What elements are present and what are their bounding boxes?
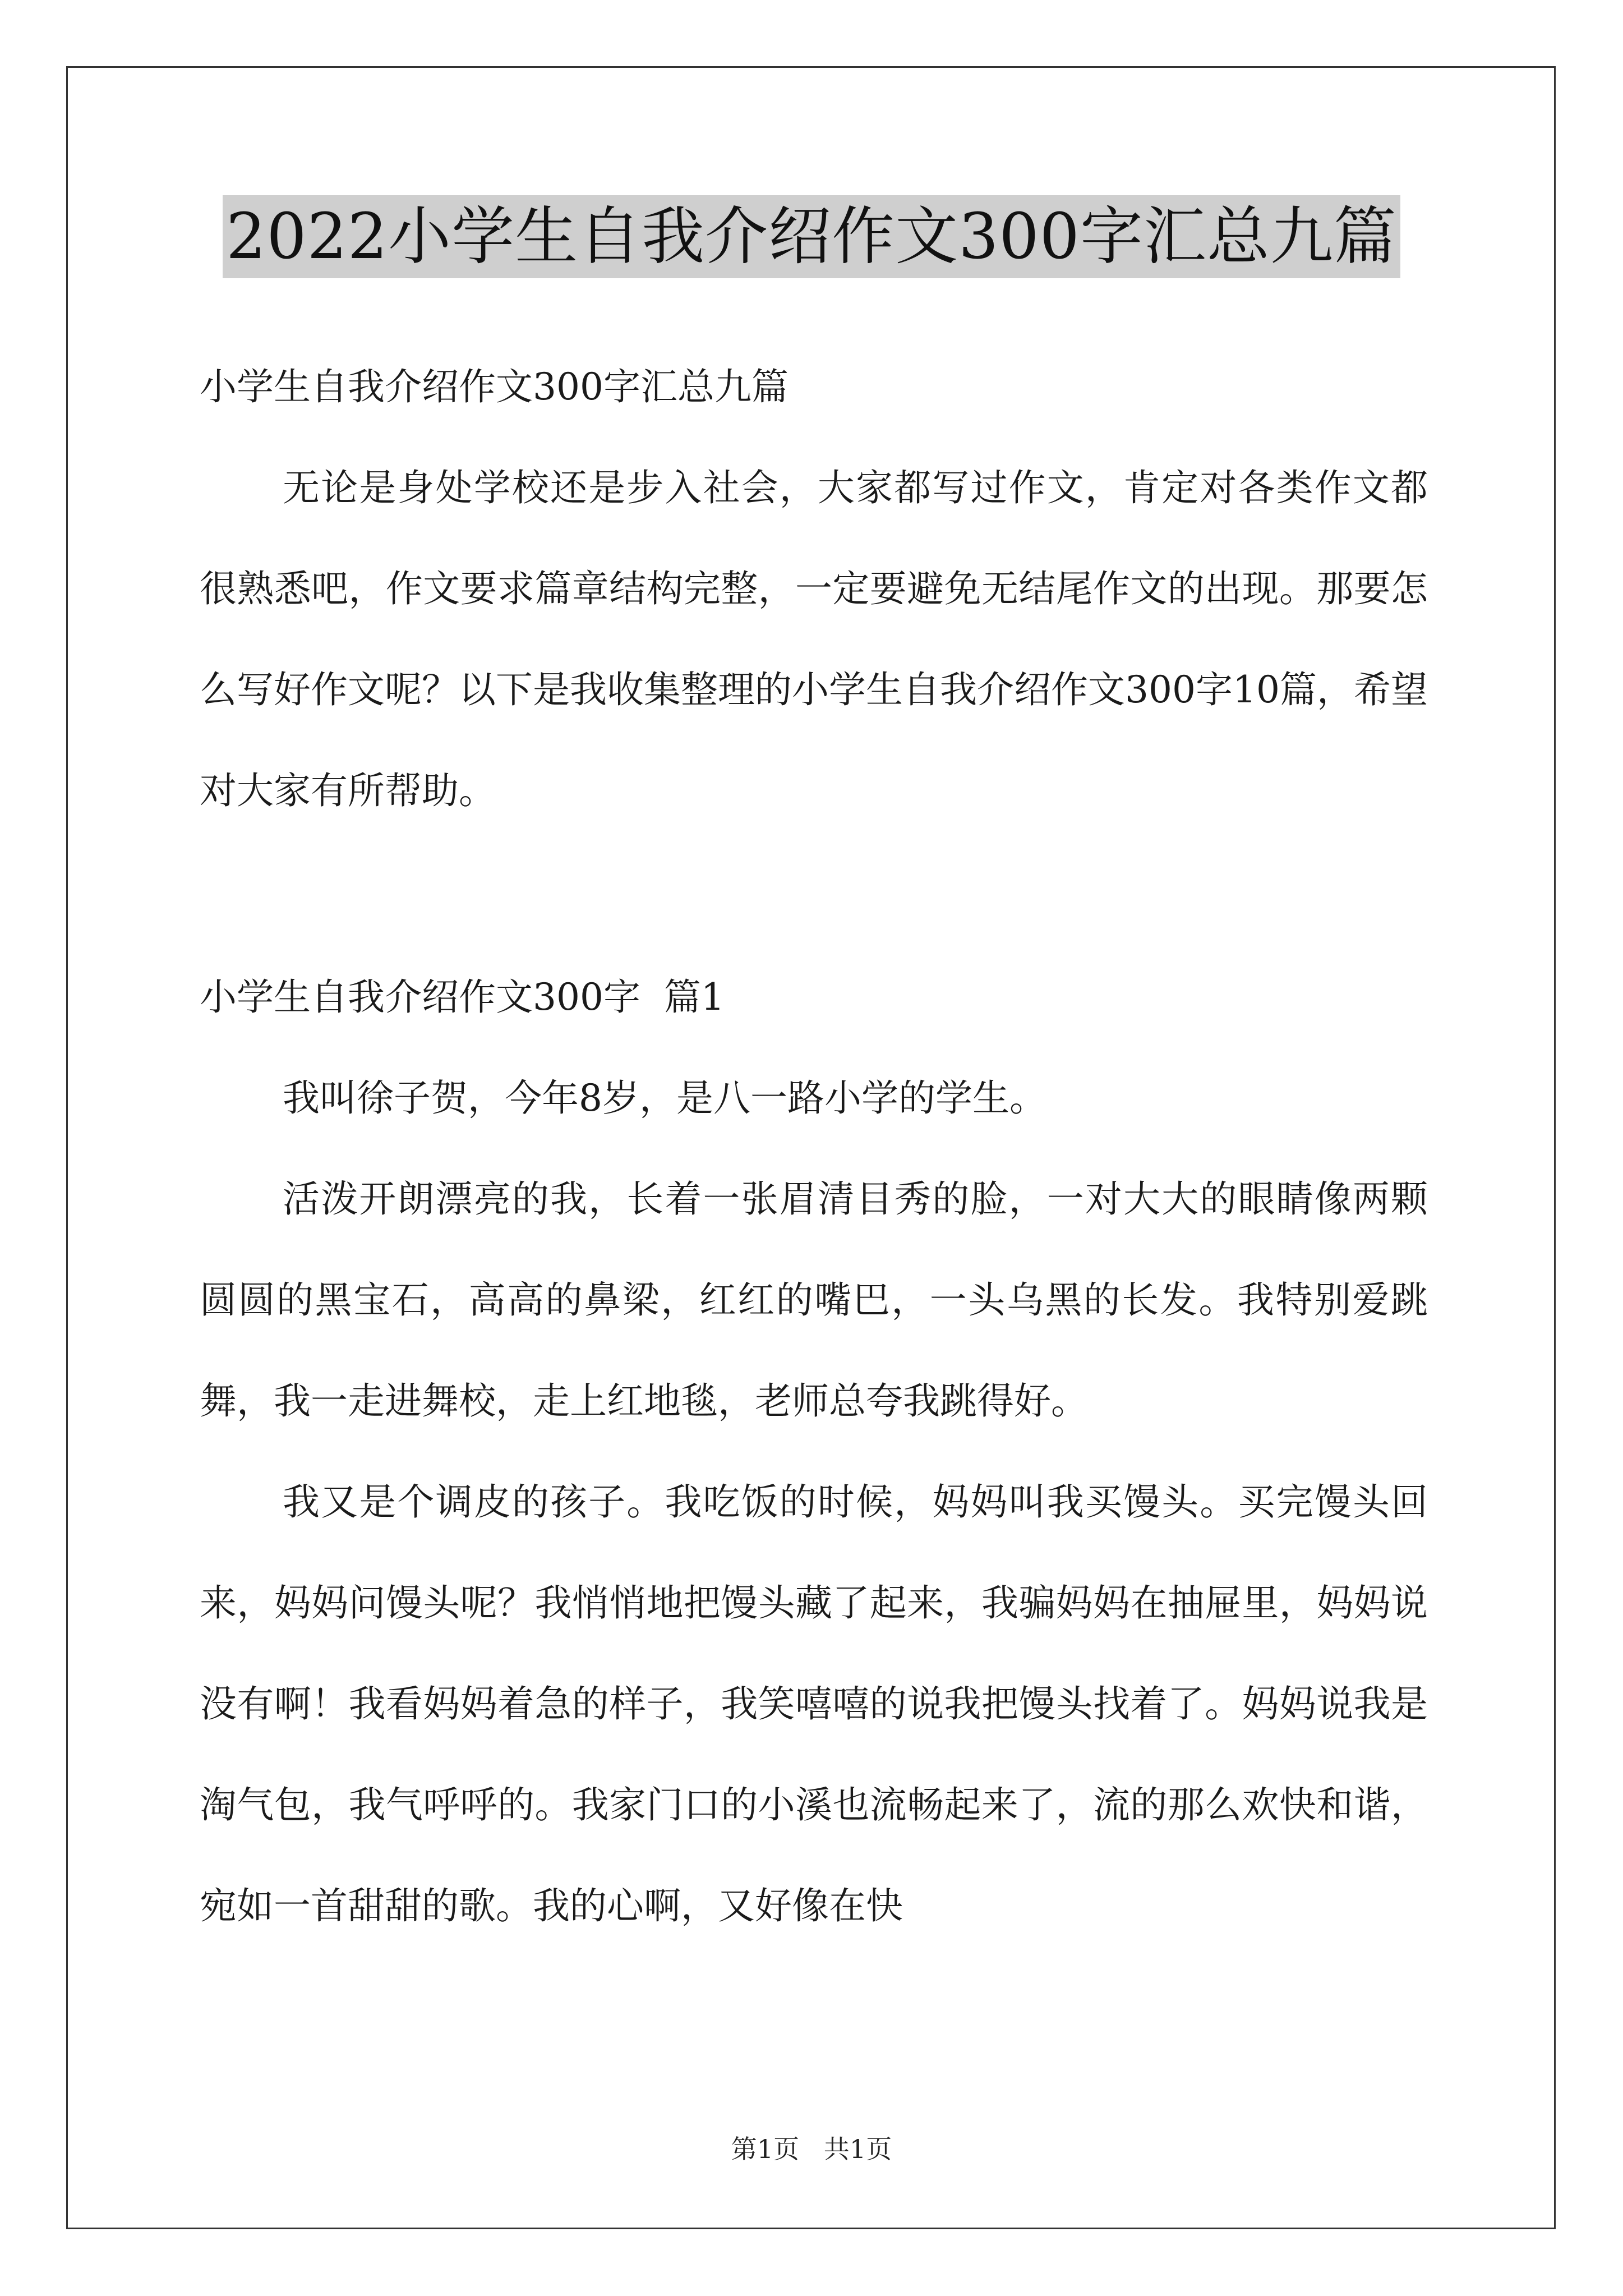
title-container [0,195,1623,278]
section-heading: 小学生自我介绍作文300字 篇1 [200,976,725,1019]
intro-paragraph: 无论是身处学校还是步入社会，大家都写过作文，肯定对各类作文都很熟悉吧，作文要求篇章结构完整，一定要避免无结尾作文的出现。那要怎么写好作文呢？以下是我收集整理的小学生自我介绍作文300字10篇，希望对大家有所帮助。 [200,466,1428,812]
subtitle-block [200,337,1428,438]
section-paragraph: 活泼开朗漂亮的我，长着一张眉清目秀的脸，一对大大的眼睛像两颗圆圆的黑宝石，高高的鼻梁，红红的嘴巴，一头乌黑的长发。我特别爱跳舞，我一走进舞校，走上红地毯，老师总夸我跳得好。 [200,1177,1428,1423]
intro-block [200,438,1428,841]
document-subtitle: 小学生自我介绍作文300字汇总九篇 [200,365,789,408]
section-paragraph: 我叫徐子贺，今年8岁，是八一路小学的学生。 [283,1076,1046,1120]
document-title: 2022小学生自我介绍作文300字汇总九篇 [223,195,1400,278]
page-footer: 第1页 共1页 [731,2134,892,2164]
section-1 [200,947,1428,1957]
section-paragraph: 我又是个调皮的孩子。我吃饭的时候，妈妈叫我买馒头。买完馒头回来，妈妈问馒头呢？我悄悄地把馒头藏了起来，我骗妈妈在抽屉里，妈妈说没有啊！我看妈妈着急的样子，我笑嘻嘻的说我把馒头找着了。妈妈说我是淘气包，我气呼呼的。我家门口的小溪也流畅起来了，流的那么欢快和谐，宛如一首甜甜的歌。我的心啊，又好像在快 [200,1480,1428,1927]
